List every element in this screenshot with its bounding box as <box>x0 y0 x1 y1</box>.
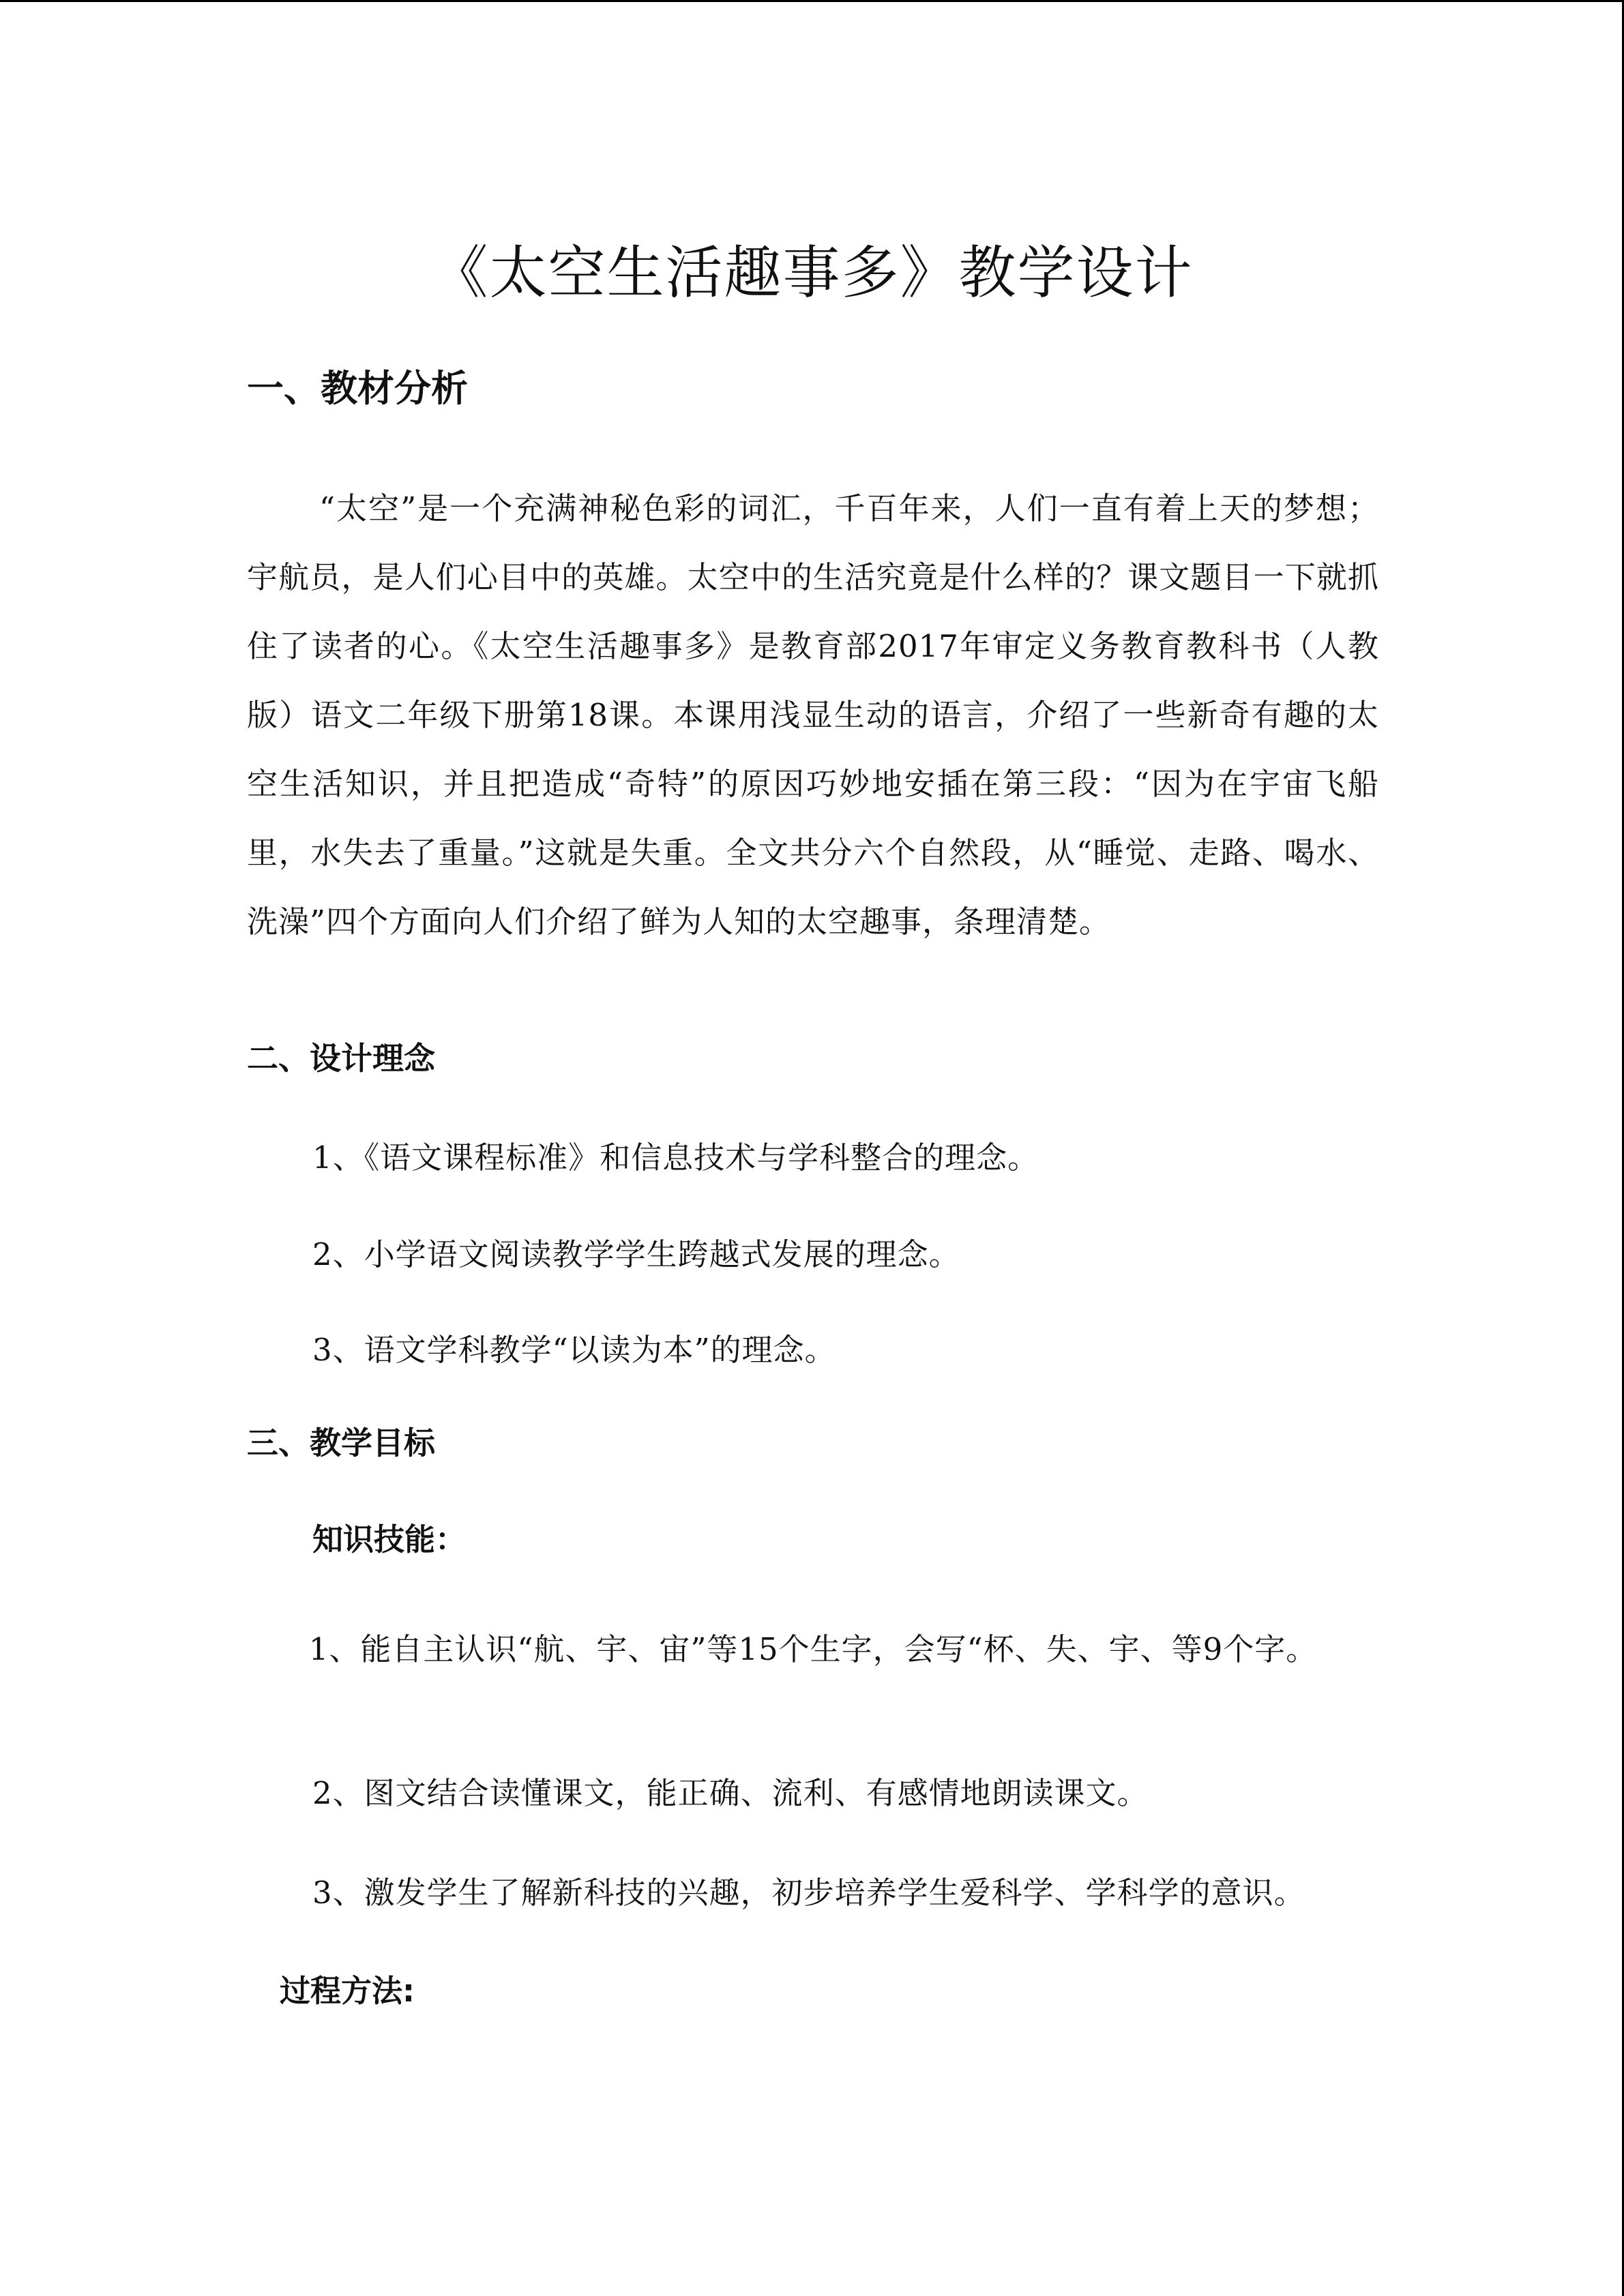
section-heading-textbook-analysis: 一、教材分析 <box>247 367 468 410</box>
section-heading-teaching-goals: 三、教学目标 <box>247 1425 435 1461</box>
design-concept-item: 2、小学语文阅读教学学生跨越式发展的理念。 <box>312 1236 960 1272</box>
process-method-label: 过程方法: <box>280 1973 415 2009</box>
knowledge-goal-item: 1、能自主认识“航、宇、宙”等15个生字，会写“杯、失、宇、等9个字。 <box>308 1631 1318 1667</box>
textbook-analysis-paragraph: “太空”是一个充满神秘色彩的词汇，千百年来，人们一直有着上天的梦想；宇航员，是人们心目中的英雄。太空中的生活究竟是什么样的？课文题目一下就抓住了读者的心。《太空生活趣事多》是教育部2017年审定义务教育教科书（人教版）语文二年级下册第18课。本课用浅显生动的语言，介绍了一些新奇有趣的太空生活知识，并且把造成“奇特”的原因巧妙地安插在第三段：“因为在宇宙飞船里，水失去了重量。”这就是失重。全文共分六个自然段，从“睡觉、走路、喝水、洗澡”四个方面向人们介绍了鲜为人知的太空趣事，条理清楚。 <box>247 490 1379 940</box>
design-concept-item: 1、《语文课程标准》和信息技术与学科整合的理念。 <box>312 1139 1039 1176</box>
section-heading-design-concept: 二、设计理念 <box>247 1040 435 1077</box>
knowledge-skills-label: 知识技能： <box>312 1521 467 1557</box>
design-concept-item: 3、语文学科教学“以读为本”的理念。 <box>312 1332 836 1368</box>
knowledge-goal-item: 3、激发学生了解新科技的兴趣，初步培养学生爱科学、学科学的意识。 <box>312 1875 1305 1911</box>
knowledge-goal-item: 2、图文结合读懂课文，能正确、流利、有感情地朗读课文。 <box>312 1775 1149 1811</box>
document-title: 《太空生活趣事多》教学设计 <box>430 239 1194 306</box>
